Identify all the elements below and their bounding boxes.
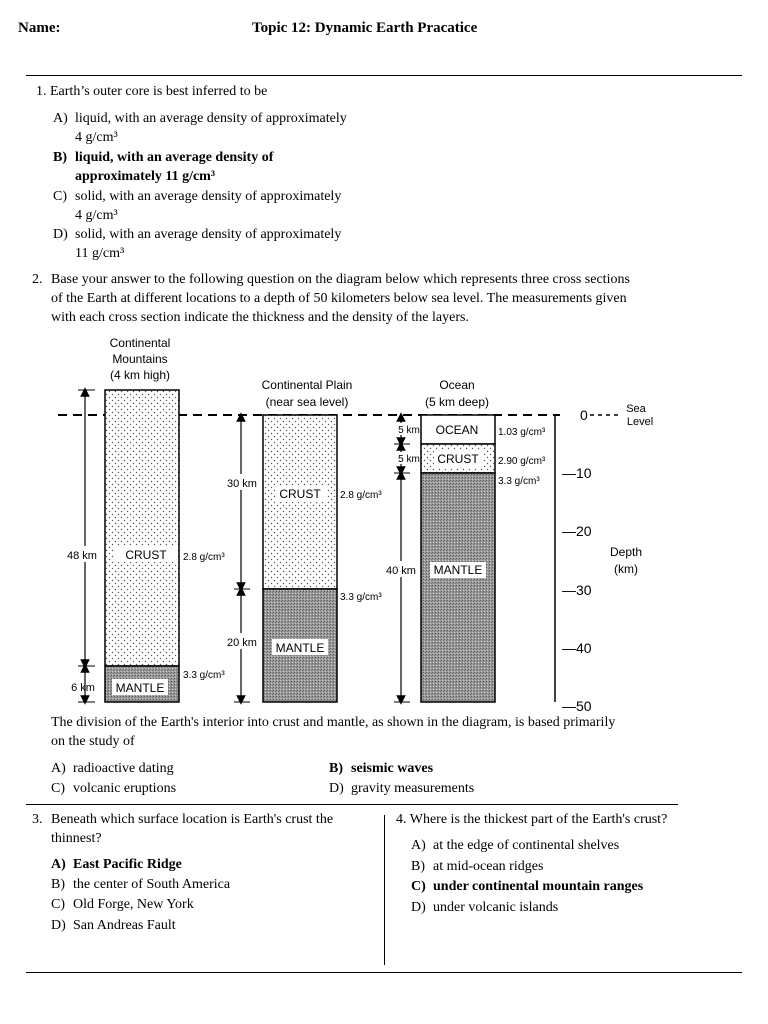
sea-label-2: Level bbox=[626, 416, 654, 428]
ocean-mantle-layer bbox=[421, 473, 495, 702]
ocean-water-density: 1.03 g/cm³ bbox=[498, 427, 546, 438]
mountains-mantle-thickness: 6 km bbox=[71, 682, 95, 694]
plain-mantle-density: 3.3 g/cm³ bbox=[340, 592, 382, 603]
q2-option-d[interactable]: D) gravity measurements bbox=[329, 781, 475, 796]
q4-number: 4. bbox=[396, 812, 407, 827]
q1-option-c[interactable]: C) solid, with an average density of approximately 4 g/cm³ bbox=[53, 189, 342, 223]
q1-stem bbox=[36, 82, 267, 101]
q1-option-b[interactable]: B) liquid, with an average density of approximately 11 g/cm³ bbox=[53, 150, 274, 184]
plain-title-1: Continental Plain bbox=[261, 378, 353, 392]
sea-label-1: Sea bbox=[626, 403, 646, 415]
q3-option-a[interactable]: A) East Pacific Ridge bbox=[51, 857, 182, 872]
mountains-crust-layer bbox=[105, 390, 179, 666]
header-divider bbox=[26, 75, 742, 76]
tick-20: —20 bbox=[562, 523, 592, 539]
cross-section-diagram bbox=[0, 330, 768, 715]
q3-option-c[interactable]: C) Old Forge, New York bbox=[51, 897, 194, 912]
q1-option-d[interactable]: D) solid, with an average density of approximately 11 g/cm³ bbox=[53, 227, 342, 261]
mountains-title-3: (4 km high) bbox=[109, 368, 171, 382]
name-label: Name: bbox=[18, 20, 61, 36]
tick-40: —40 bbox=[562, 640, 592, 656]
tick-30: —30 bbox=[562, 582, 592, 598]
ocean-crust-label: CRUST bbox=[437, 452, 479, 466]
plain-title-2: (near sea level) bbox=[265, 395, 349, 409]
mountains-crust-thickness: 48 km bbox=[67, 550, 97, 562]
ocean-mantle-thickness: 40 km bbox=[386, 565, 416, 577]
q1-stem-text: Earth’s outer core is best inferred to be bbox=[50, 84, 268, 99]
q4-option-b[interactable]: B) at mid-ocean ridges bbox=[411, 859, 544, 874]
mountains-mantle-density: 3.3 g/cm³ bbox=[183, 670, 225, 681]
mountains-crust-density: 2.8 g/cm³ bbox=[183, 552, 225, 563]
tick-10: —10 bbox=[562, 465, 592, 481]
ocean-crust-density: 2.90 g/cm³ bbox=[498, 456, 546, 467]
depth-label-1: Depth bbox=[609, 545, 643, 559]
q4-stem: 4. Where is the thickest part of the Earth's crust? bbox=[396, 812, 668, 827]
ocean-water-label: OCEAN bbox=[435, 423, 479, 437]
plain-crust-density: 2.8 g/cm³ bbox=[340, 490, 382, 501]
q1-option-a[interactable]: A) liquid, with an average density of approximately 4 g/cm³ bbox=[53, 111, 347, 145]
depth-label-2: (km) bbox=[614, 562, 638, 576]
q3-stem: Beneath which surface location is Earth's crust the thinnest? bbox=[51, 812, 334, 846]
q2-option-a[interactable]: A) radioactive dating bbox=[51, 761, 174, 776]
ocean-title-1: Ocean bbox=[439, 378, 475, 392]
q2-question: The division of the Earth's interior into crust and mantle, as shown in the diagram, is based primarily on the study of bbox=[51, 715, 616, 749]
q2-stem: Base your answer to the following question on the diagram below which represents three cross sections of the Earth at different locations to a depth of 50 kilometers below sea level. The measurements given with each cross section indicate the thickness and the density of the layers. bbox=[51, 272, 630, 325]
plain-crust-label: CRUST bbox=[279, 487, 321, 501]
plain-mantle-thickness: 20 km bbox=[227, 637, 257, 649]
mountains-title-1: Continental bbox=[109, 336, 171, 350]
tick-0: 0 bbox=[580, 407, 588, 423]
plain-mantle-label: MANTLE bbox=[275, 641, 325, 655]
mountains-mantle-label: MANTLE bbox=[115, 681, 165, 695]
tick-50: —50 bbox=[562, 698, 592, 714]
ocean-water-thickness: 5 km bbox=[398, 425, 420, 436]
q2-number: 2. bbox=[32, 272, 43, 287]
ocean-title-2: (5 km deep) bbox=[424, 395, 490, 409]
q4-option-c[interactable]: C) under continental mountain ranges bbox=[411, 879, 644, 894]
q1-number: 1. bbox=[36, 84, 47, 99]
q2-option-b[interactable]: B) seismic waves bbox=[329, 761, 434, 776]
q4-option-d[interactable]: D) under volcanic islands bbox=[411, 900, 559, 915]
mountains-title-2: Mountains bbox=[112, 352, 168, 366]
column-divider bbox=[384, 815, 385, 965]
page-title: Topic 12: Dynamic Earth Pracatice bbox=[252, 20, 478, 36]
q2-divider bbox=[26, 804, 678, 805]
plain-crust-thickness: 30 km bbox=[227, 478, 257, 490]
q3-option-b[interactable]: B) the center of South America bbox=[51, 877, 231, 892]
mountains-crust-label: CRUST bbox=[125, 548, 167, 562]
q3-option-d[interactable]: D) San Andreas Fault bbox=[51, 918, 176, 933]
ocean-mantle-label: MANTLE bbox=[433, 563, 483, 577]
ocean-crust-thickness: 5 km bbox=[398, 454, 420, 465]
q2-option-c[interactable]: C) volcanic eruptions bbox=[51, 781, 177, 796]
q4-option-a[interactable]: A) at the edge of continental shelves bbox=[411, 838, 620, 853]
footer-divider bbox=[26, 972, 742, 973]
ocean-mantle-density: 3.3 g/cm³ bbox=[498, 476, 540, 487]
q3-number: 3. bbox=[32, 812, 43, 827]
